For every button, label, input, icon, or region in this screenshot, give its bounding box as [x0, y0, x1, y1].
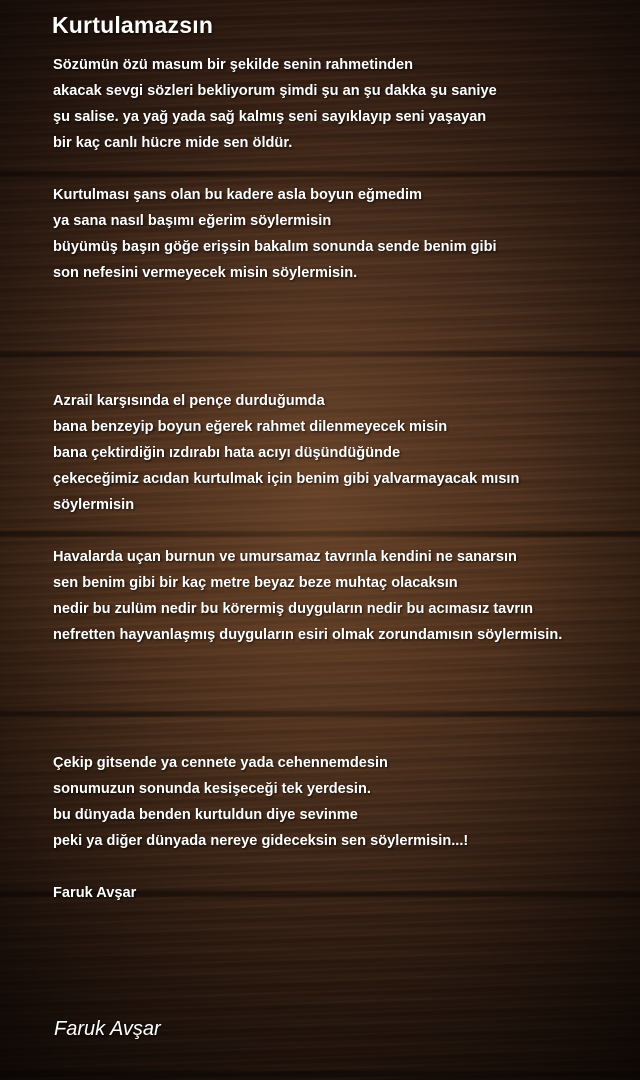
poem-title: Kurtulamazsın	[52, 12, 214, 38]
poem-line: bana benzeyip boyun eğerek rahmet dilenmeyecek misin	[53, 419, 448, 435]
poem-line: büyümüş başın göğe erişsin bakalım sonunda sende benim gibi	[53, 239, 497, 255]
poem-line: sen benim gibi bir kaç metre beyaz beze muhtaç olacaksın	[53, 575, 458, 591]
poem-line: Sözümün özü masum bir şekilde senin rahmetinden	[53, 57, 414, 73]
section-gap	[53, 286, 628, 388]
section-gap	[53, 648, 628, 750]
poem-line: ya sana nasıl başımı eğerim söylermisin	[53, 213, 332, 229]
stanza-3	[53, 388, 628, 518]
stanza-gap	[53, 156, 628, 182]
poem-line: Çekip gitsende ya cennete yada cehennemdesin	[53, 755, 388, 771]
poem-line: peki ya diğer dünyada nereye gideceksin sen söylermisin...!	[53, 833, 469, 849]
poem-line: akacak sevgi sözleri bekliyorum şimdi şu an şu dakka şu saniye	[53, 83, 497, 99]
poem-line: nefretten hayvanlaşmış duyguların esiri olmak zorundamısın söylermisin.	[53, 627, 563, 643]
poem-line: bu dünyada benden kurtuldun diye sevinme	[53, 807, 358, 823]
poem-author: Faruk Avşar	[53, 885, 137, 901]
stanza-2	[53, 182, 628, 286]
poem-line: şu salise. ya yağ yada sağ kalmış seni sayıklayıp seni yaşayan	[53, 109, 487, 125]
poem-line: çekeceğimiz acıdan kurtulmak için benim gibi yalvarmayacak mısın	[53, 471, 520, 487]
poem-line: Kurtulması şans olan bu kadere asla boyun eğmedim	[53, 187, 423, 203]
poem-line: söylermisin	[53, 497, 135, 513]
stanza-1	[53, 52, 628, 156]
stanza-4	[53, 544, 628, 648]
author-line-block	[53, 880, 628, 906]
poem-line: son nefesini vermeyecek misin söylermisin.	[53, 265, 358, 281]
poem-line: Azrail karşısında el pençe durduğumda	[53, 393, 325, 409]
poem-line: Havalarda uçan burnun ve umursamaz tavrınla kendini ne sanarsın	[53, 549, 517, 565]
poem-line: nedir bu zulüm nedir bu körermiş duyguların nedir bu acımasız tavrın	[53, 601, 534, 617]
poem-line: bana çektirdiğin ızdırabı hata acıyı düşündüğünde	[53, 445, 401, 461]
poem-body	[53, 52, 628, 906]
poem-line: bir kaç canlı hücre mide sen öldür.	[53, 135, 293, 151]
author-signature: Faruk Avşar	[54, 1018, 161, 1040]
stanza-5	[53, 750, 628, 854]
stanza-gap	[53, 854, 628, 880]
stanza-gap	[53, 518, 628, 544]
poem-line: sonumuzun sonunda kesişeceği tek yerdesin.	[53, 781, 371, 797]
